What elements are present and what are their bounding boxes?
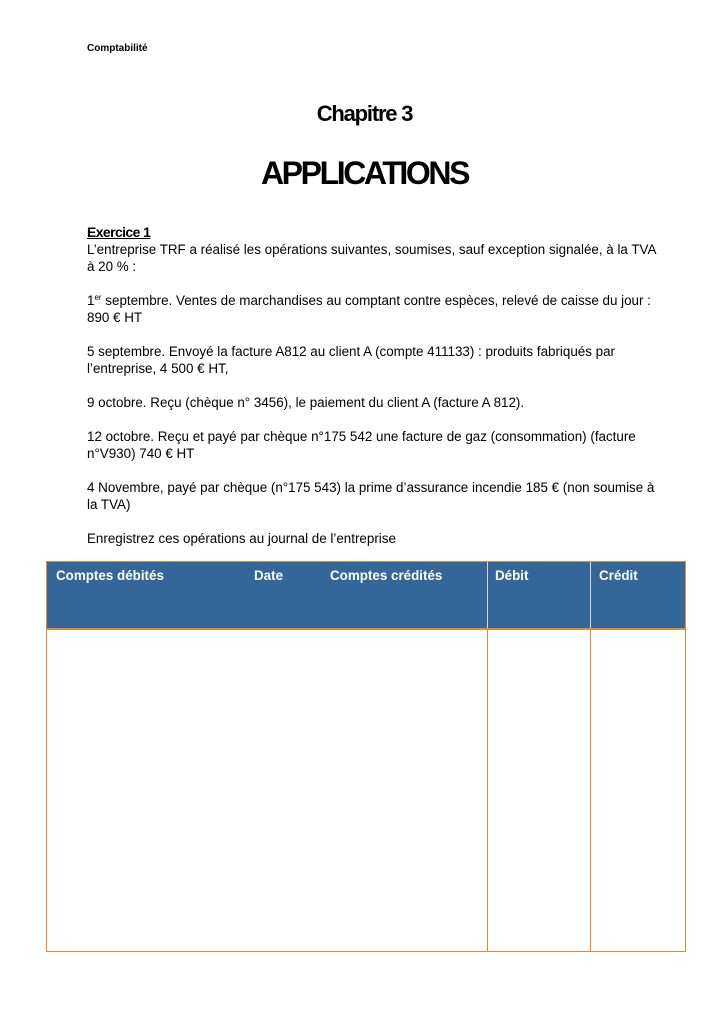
exercise-title: Exercice 1 [87,224,151,240]
exercise-instruction: Enregistrez ces opérations au journal de l’entreprise [87,531,396,546]
operation-4: 12 octobre. Reçu et payé par chèque n°175 542 une facture de gaz (consommation) (facture n°V930) 740 € HT [87,429,636,461]
operation-3: 9 octobre. Reçu (chèque n° 3456), le paiement du client A (facture A 812). [87,395,525,410]
page-header-label: Comptabilité [87,43,148,54]
operation-2: 5 septembre. Envoyé la facture A812 au client A (compte 411133) : produits fabriqués par l’entreprise, 4 500 € HT, [87,344,616,376]
column-divider-debit [487,562,488,951]
operation-1-text: septembre. Ventes de marchandises au comptant contre espèces, relevé de caisse du jour : 890 € HT [87,293,651,325]
column-credited-accounts: Comptes crédités [330,568,443,583]
operation-1 [87,292,662,326]
column-debited-accounts: Comptes débités [56,568,164,583]
column-debit: Débit [495,568,529,583]
column-divider-credit [590,562,591,951]
chapter-subtitle: Chapitre 3 [316,101,413,126]
column-date: Date [254,568,284,583]
journal-table [46,561,686,952]
exercise-content [87,224,662,564]
column-credit: Crédit [599,568,638,583]
exercise-intro: L’entreprise TRF a réalisé les opérations suivantes, soumises, sauf exception signalée, à la TVA à 20 % : [87,242,656,274]
chapter-title: APPLICATIONS [260,155,469,191]
operation-1-ordinal: er [94,293,102,302]
operation-1-day: 1 [87,293,95,308]
operation-5: 4 Novembre, payé par chèque (n°175 543) la prime d’assurance incendie 185 € (non soumise à la TVA) [87,480,655,512]
